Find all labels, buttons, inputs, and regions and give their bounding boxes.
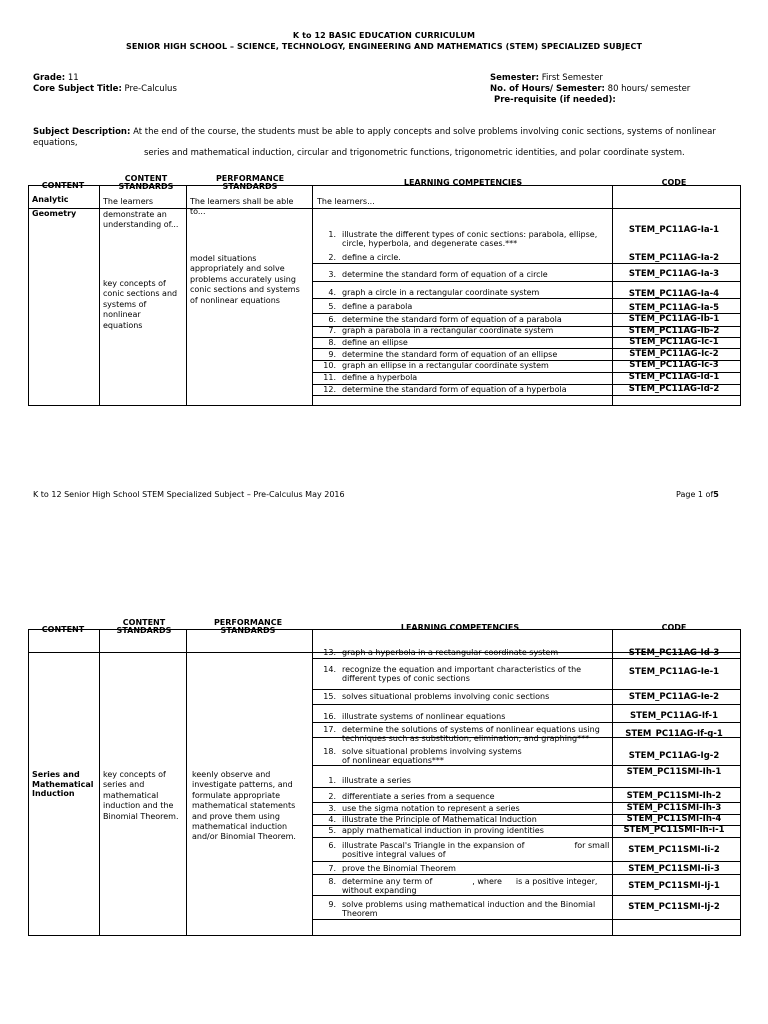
competency-number: 2. [328,253,336,262]
competency-text: illustrate a series [342,776,411,785]
conic-competency-code: STEM_PC11AG-Ia-4 [628,289,720,299]
competency-number: 5. [328,302,336,311]
series-competency-code: STEM_PC11SMI-Ih-1 [626,767,722,777]
conic-competency-item [316,288,608,297]
conic-competency-code: STEM_PC11AG-Id-2 [628,384,720,394]
competency-text: graph a hyperbola in a rectangular coordinate system [342,648,559,657]
content-analytic: Analytic [32,195,69,204]
competency-number: 6. [328,315,336,324]
content-series-line1: Series and [32,770,80,779]
conic-competency-code: STEM_PC11AG-Ia-2 [628,253,720,263]
row-divider [312,281,741,282]
series-competency-item [316,815,608,824]
competency-text-continued: Theorem [342,909,378,919]
conic-systems-competency-code: STEM_PC11AG-Ig-2 [628,751,720,761]
content-standards-series: key concepts of series and mathematical induction and the Binomial Theorem. [103,770,179,821]
grade-value: 11 [67,73,79,83]
subject-label: Core Subject Title: [33,84,122,94]
conic-competency-item [316,338,608,347]
conic-competency-code: STEM_PC11AG-Ib-1 [628,314,720,324]
conic-competency-code: STEM_PC11AG-Ic-2 [629,349,719,359]
col-header-code: CODE [661,178,687,187]
competency-number: 1. [328,776,336,785]
conic-competency-item [316,385,608,394]
description-label: Subject Description: [33,127,131,137]
competency-text: define a circle. [342,253,401,262]
grade-field [33,73,79,84]
conic-systems-competency-code: STEM_PC11AG-Id-3 [628,648,720,658]
competency-text: apply mathematical induction in proving identities [342,826,544,835]
competency-text: determine the standard form of equation of a parabola [342,315,562,324]
competency-number: 18. [323,747,336,756]
competency-text: prove the Binomial Theorem [342,864,456,873]
competency-text: solves situational problems involving conic sections [342,692,550,701]
series-competency-code: STEM_PC11SMI-Ij-2 [628,902,720,912]
competency-number: 7. [328,326,336,335]
competency-text: illustrate the Principle of Mathematical Induction [342,815,537,824]
col-header-competencies: LEARNING COMPETENCIES [403,178,523,187]
competency-number: 11. [323,373,336,382]
competency-text: illustrate the different types of conic sections: parabola, ellipse, [342,230,598,239]
competency-number: 16. [323,712,336,721]
competency-number: 8. [328,338,336,347]
competency-text: define a hyperbola [342,373,418,382]
page-number [676,490,719,500]
competency-number: 6. [328,841,336,850]
conic-systems-competency-item [316,712,608,721]
conic-competency-code: STEM_PC11AG-Ia-5 [628,303,720,313]
conic-competency-code: STEM_PC11AG-Ic-1 [629,337,719,347]
footer-text: K to 12 Senior High School STEM Specialized Subject – Pre-Calculus May 2016 [33,490,345,499]
conic-competency-item [316,302,608,311]
competency-text: determine the standard form of equation of a hyperbola [342,385,567,394]
series-competency-code: STEM_PC11SMI-Ih-4 [626,814,722,824]
conic-systems-competency-code: STEM_PC11AG-If-1 [630,711,718,721]
hours-label: No. of Hours/ Semester: [490,84,605,94]
competency-text-continued: techniques such as substitution, elimination, and graphing*** [342,734,590,744]
series-competency-code: STEM_PC11SMI-Ih-i-1 [623,825,725,835]
conic-systems-competency-item [316,665,608,683]
competency-text-mid: , where [472,877,502,886]
competency-text: graph a parabola in a rectangular coordinate system [342,326,554,335]
description-line2: series and mathematical induction, circular and trigonometric functions, trigonometric identities, and polar coordinate system. [144,148,685,159]
competency-number: 9. [328,350,336,359]
col-header-code-2: CODE [661,623,687,632]
competency-number: 4. [328,815,336,824]
row-divider [312,837,741,838]
competency-number: 3. [328,270,336,279]
conic-competency-code: STEM_PC11AG-Ic-3 [629,360,719,370]
conic-competency-item [316,326,608,335]
conic-competency-item [316,270,608,279]
series-competency-code: STEM_PC11SMI-Ih-3 [626,803,722,813]
competency-text: solve problems using mathematical induction and the Binomial [342,900,596,909]
competency-number: 9. [328,900,336,909]
content-series-line2: Mathematical [32,779,94,789]
series-competency-code: STEM_PC11SMI-Ii-2 [628,845,720,855]
competency-text: illustrate Pascal's Triangle in the expansion of [342,841,525,850]
conic-systems-competency-code: STEM_PC11AG-Ie-1 [628,667,720,677]
performance-standards-series: keenly observe and investigate patterns, and formulate appropriate mathematical statements and prove them using mathematical induction and/or Binomial Theorem. [192,770,296,842]
competency-text: use the sigma notation to represent a series [342,804,520,813]
content-series-induction [32,770,98,799]
series-competency-code: STEM_PC11SMI-Ih-2 [626,791,722,801]
competency-text-continued: different types of conic sections [342,674,470,684]
competency-text: graph a circle in a rectangular coordinate system [342,288,540,297]
semester-value: First Semester [541,73,603,83]
competency-text-continued: of nonlinear equations*** [342,756,444,766]
performance-standards-text: model situations appropriately and solve problems accurately using conic sections and systems of nonlinear equations [190,254,300,305]
conic-systems-competency-code: STEM_PC11AG-Ie-2 [628,692,720,702]
subject-field [33,84,177,95]
competency-number: 5. [328,826,336,835]
competency-text-tail: for small [574,841,610,850]
competency-text: determine the standard form of equation of an ellipse [342,350,558,359]
document-subtitle: SENIOR HIGH SCHOOL – SCIENCE, TECHNOLOGY, ENGINEERING AND MATHEMATICS (STEM) SPECIALIZED SUBJECT [125,42,643,51]
col-header-performance-standards-2: PERFORMANCE STANDARDS [213,618,283,636]
col-header-content-standards-2: CONTENT STANDARDS [116,618,172,636]
competency-text: graph an ellipse in a rectangular coordinate system [342,361,549,370]
competency-text-continued: without expanding [342,886,417,896]
series-competency-item [316,826,608,835]
competency-text: differentiate a series from a sequence [342,792,495,801]
col-header-content: CONTENT [41,181,85,190]
conic-systems-competency-item [316,648,608,657]
conic-competency-item [316,253,608,262]
series-competency-item [316,776,608,785]
conic-competency-item [316,373,608,382]
row-divider [312,263,741,264]
row-divider [312,704,741,705]
series-competency-item [316,900,608,918]
competency-text-continued: circle, hyperbola, and degenerate cases.*** [342,239,518,249]
competency-text: illustrate systems of nonlinear equations [342,712,506,721]
row-divider [312,689,741,690]
competency-text: determine the solutions of systems of nonlinear equations using [342,725,600,734]
content-series-line3: Induction [32,789,75,799]
hours-field [490,84,690,95]
series-competency-item [316,841,608,859]
content-standards-text: key concepts of conic sections and systems of nonlinear equations [103,279,178,330]
competencies-intro: The learners... [317,197,375,206]
series-competency-code: STEM_PC11SMI-Ii-3 [628,864,720,874]
subject-description [33,127,733,159]
competency-number: 1. [328,230,336,239]
competency-text: recognize the equation and important characteristics of the [342,665,582,674]
col-header-content-standards: CONTENT STANDARDS [118,174,174,192]
competency-text: define a parabola [342,302,413,311]
row-divider [312,658,741,659]
row-divider [312,298,741,299]
content-standards-demonstrate: demonstrate an understanding of... [103,210,179,230]
grade-label: Grade: [33,73,66,83]
description-line1: At the end of the course, the students must be able to apply concepts and solve problems involving conic sections, systems of nonlinear equations, [33,127,716,148]
page-number-total: 5 [713,490,719,499]
subject-value: Pre-Calculus [124,84,177,94]
series-competency-item [316,864,608,873]
competency-number: 2. [328,792,336,801]
col-header-competencies-2: LEARNING COMPETENCIES [400,623,520,632]
document-title: K to 12 BASIC EDUCATION CURRICULUM [292,31,476,40]
content-standards-intro: The learners [103,197,154,206]
conic-competency-code: STEM_PC11AG-Ib-2 [628,326,720,336]
semester-field [490,73,603,84]
conic-competency-code: STEM_PC11AG-Id-1 [628,372,720,382]
col-header-performance-standards: PERFORMANCE STANDARDS [215,174,285,192]
row-divider [312,722,741,723]
prerequisite-field [494,95,616,106]
series-competency-item [316,792,608,801]
conic-competency-code: STEM_PC11AG-Ia-1 [628,225,720,235]
row-divider [312,737,741,738]
competency-number: 17. [323,725,336,734]
conic-systems-competency-item [316,692,608,701]
row-divider [312,765,741,766]
series-competency-item [316,804,608,813]
semester-label: Semester: [490,73,539,83]
row-divider [312,861,741,862]
competency-number: 7. [328,864,336,873]
conic-competency-item [316,315,608,324]
series-competency-code: STEM_PC11SMI-Ij-1 [628,881,720,891]
performance-standards-intro: The learners shall be able to... [190,197,294,217]
series-competency-item [316,877,608,895]
prerequisite-label: Pre-requisite (if needed): [494,95,616,105]
conic-competency-item [316,350,608,359]
content-geometry: Geometry [32,209,77,218]
row-divider [312,895,741,896]
competency-number: 13. [323,648,336,657]
competency-number: 14. [323,665,336,674]
competency-text-tail: is a positive integer, [515,877,598,886]
competency-number: 3. [328,804,336,813]
competency-text: solve situational problems involving systems [342,747,522,756]
row-divider [312,787,741,788]
row-divider [312,874,741,875]
competency-number: 15. [323,692,336,701]
competency-text: determine any term of [342,877,433,886]
conic-systems-competency-item [316,725,608,743]
competency-number: 4. [328,288,336,297]
competency-number: 10. [323,361,336,370]
conic-competency-item [316,230,608,248]
competency-text-continued: positive integral values of [342,850,446,860]
competency-text: define an ellipse [342,338,408,347]
competency-text: determine the standard form of equation of a circle [342,270,548,279]
competency-number: 12. [323,385,336,394]
conic-systems-competency-code: STEM_PC11AG-If-g-1 [625,729,723,739]
conic-competency-item [316,361,608,370]
conic-systems-competency-item [316,747,608,765]
conic-competency-code: STEM_PC11AG-Ia-3 [628,269,720,279]
competency-number: 8. [328,877,336,886]
hours-value: 80 hours/ semester [607,84,691,94]
page-number-prefix: Page 1 of [676,490,714,499]
col-header-content-2: CONTENT [41,625,85,634]
